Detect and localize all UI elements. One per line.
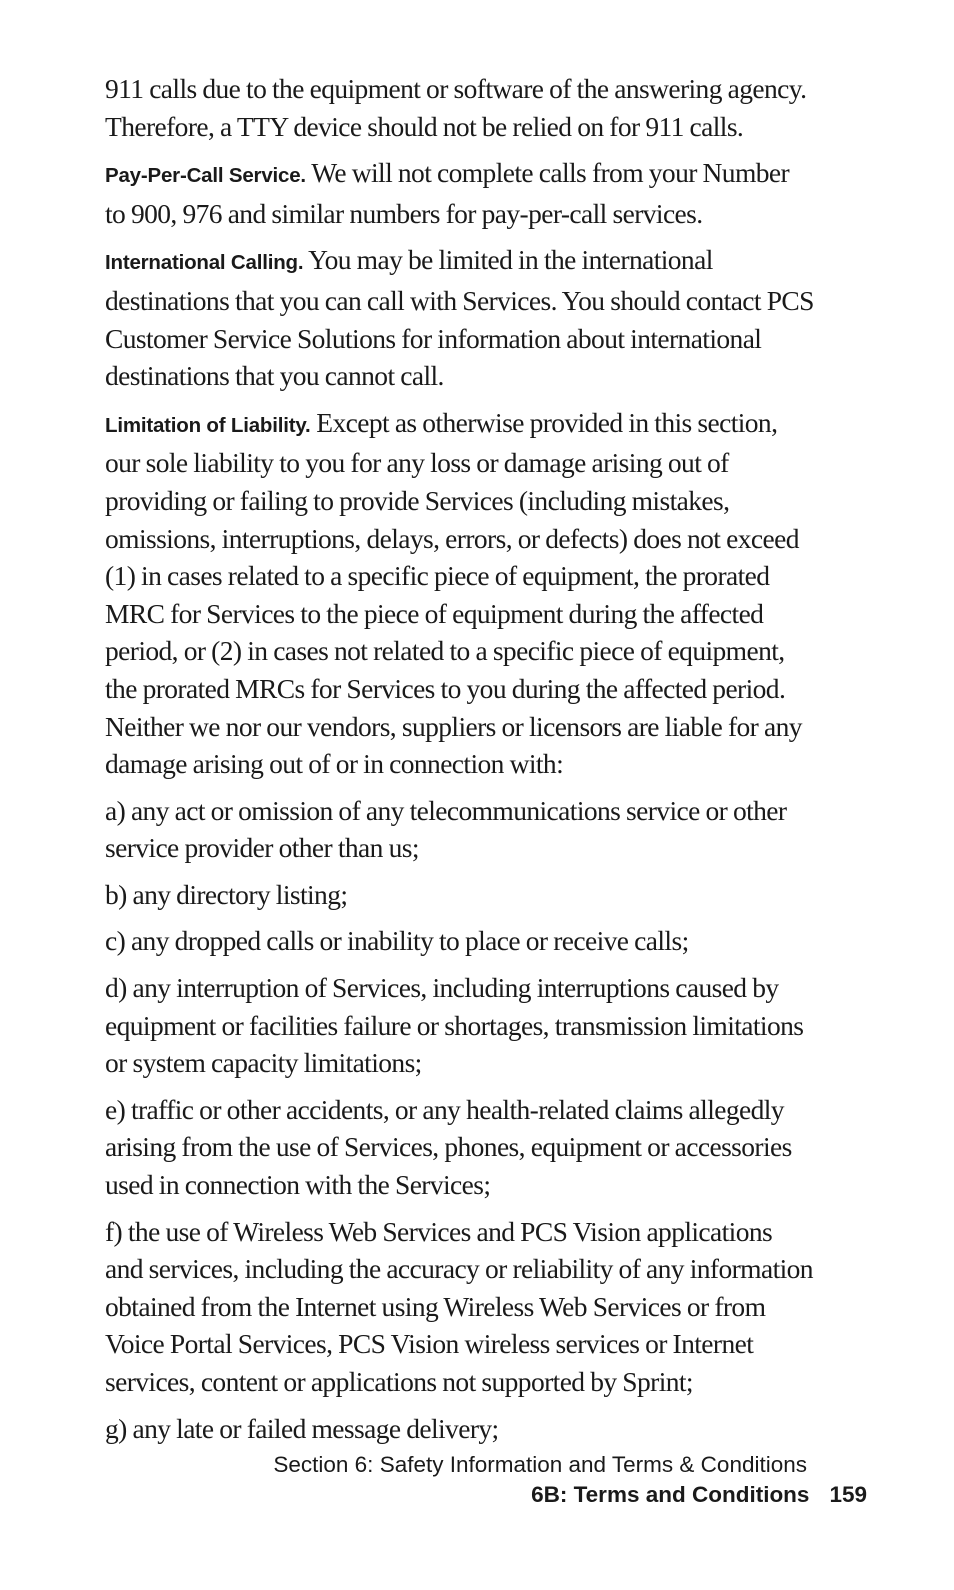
list-item-text: c) any dropped calls or inability to place or receive calls; [105,925,689,957]
paragraph-limitation-of-liability [105,404,815,783]
paragraph-text: 911 calls due to the equipment or software of the answering agency. Therefore, a TTY device should not be relied on for 911 calls. [105,73,807,142]
page-footer [273,1450,867,1510]
page-number: 159 [829,1482,867,1507]
paragraph-text: You may be limited in the international destinations that you can call with Services. You should contact PCS Customer Service Solutions for information about international destinations that you cannot call. [105,244,814,392]
paragraph-text: Except as otherwise provided in this section, our sole liability to you for any loss or damage arising out of providing or failing to provide Services (including mistakes, omissions, interruptions, delays, errors, or defects) does not exceed (1) in cases related to a specific piece of equipment, the prorated MRC for Services to the piece of equipment during the affected period, or (2) in cases not related to a specific piece of equipment, the prorated MRCs for Services to you during the affected period. Neither we nor our vendors, suppliers or licensors are liable for any damage arising out of or in connection with: [105,406,802,780]
list-item-g [105,1410,815,1448]
list-item-a [105,792,815,867]
footer-section-title: Section 6: Safety Information and Terms & Conditions [273,1452,807,1477]
list-item-text: g) any late or failed message delivery; [105,1412,499,1444]
paragraph-heading: Pay-Per-Call Service. [105,164,306,188]
list-item-text: a) any act or omission of any telecommunications service or other service provider other than us; [105,794,787,864]
list-item-text: e) traffic or other accidents, or any health-related claims allegedly arising from the use of Services, phones, equipment or accessories used in connection with the Services; [105,1093,792,1201]
paragraph-international-calling [105,241,815,394]
paragraph-tty-911 [105,70,815,145]
list-item-f [105,1213,815,1401]
footer-chapter-line [273,1480,867,1510]
list-item-e [105,1091,815,1204]
list-item-d [105,969,815,1082]
paragraph-pay-per-call [105,154,815,232]
paragraph-heading: Limitation of Liability. [105,413,311,437]
paragraph-heading: International Calling. [105,251,304,275]
list-item-b [105,876,815,914]
page-body [105,70,815,1456]
list-item-text: b) any directory listing; [105,878,348,910]
list-item-text: f) the use of Wireless Web Services and PCS Vision applications and services, including the accuracy or reliability of any information obtained from the Internet using Wireless Web Services or from Voice Portal Services, PCS Vision wireless services or Internet services, content or applications not supported by Sprint; [105,1215,813,1397]
list-item-c [105,922,815,960]
list-item-text: d) any interruption of Services, including interruptions caused by equipment or facilities failure or shortages, transmission limitations or system capacity limitations; [105,972,804,1079]
paragraph-text: We will not complete calls from your Number to 900, 976 and similar numbers for pay-per-call services. [105,157,790,229]
footer-chapter-title: 6B: Terms and Conditions [531,1482,810,1507]
